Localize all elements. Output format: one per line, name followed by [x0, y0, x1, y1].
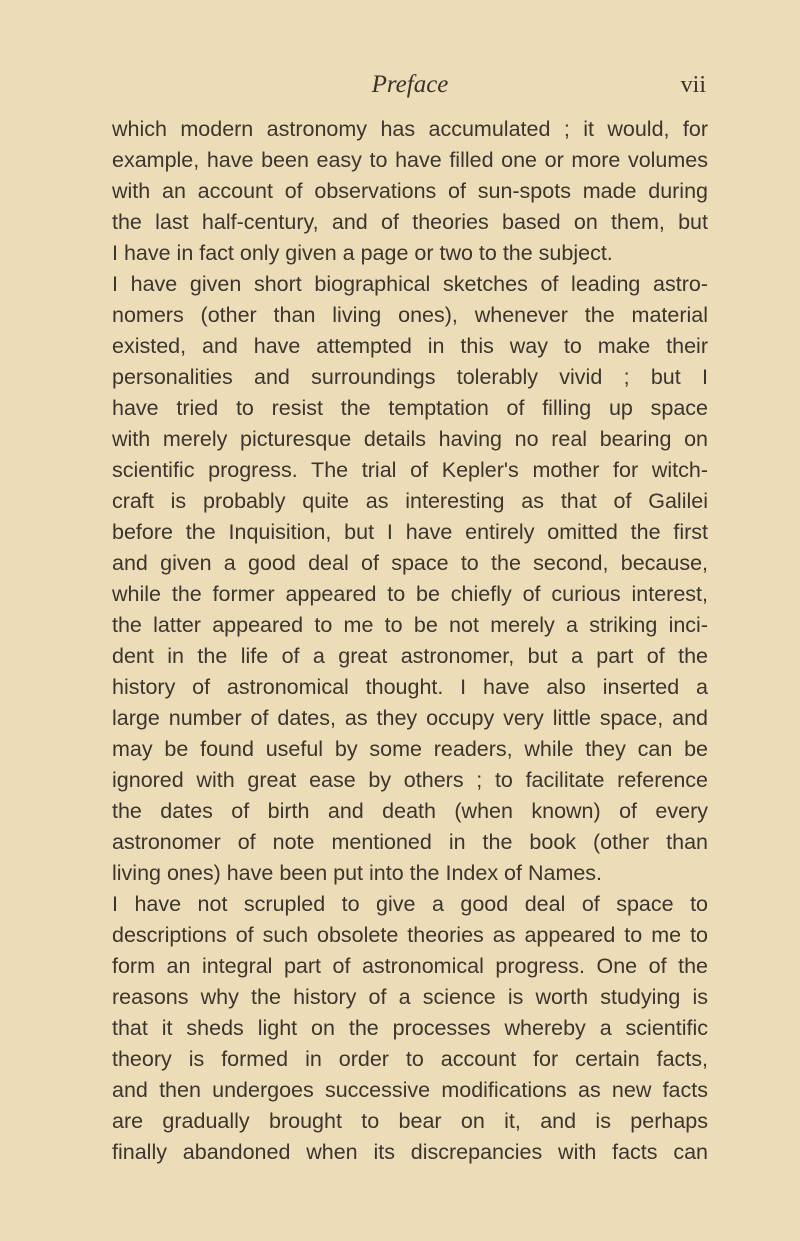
text-line: which modern astronomy has accumulated ; it would, for: [112, 117, 708, 141]
text-line: that it sheds light on the processes whereby a scientific: [112, 1016, 708, 1040]
text-line: with merely picturesque details having no real bearing on: [112, 427, 708, 451]
text-line: scientific progress. The trial of Kepler's mother for witch-: [112, 458, 708, 482]
text-line: existed, and have attempted in this way to make their: [112, 334, 708, 358]
text-line: descriptions of such obsolete theories as appeared to me to: [112, 923, 708, 947]
text-line: before the Inquisition, but I have entirely omitted the first: [112, 520, 708, 544]
body-text: [112, 114, 708, 1168]
text-line: large number of dates, as they occupy very little space, and: [112, 706, 708, 730]
text-line: living ones) have been put into the Index of Names.: [112, 861, 603, 885]
text-line: form an integral part of astronomical progress. One of the: [112, 954, 708, 978]
text-line: I have given short biographical sketches of leading astro-: [112, 272, 708, 296]
text-line: personalities and surroundings tolerably vivid ; but I: [112, 365, 708, 389]
text-line: theory is formed in order to account for certain facts,: [112, 1047, 708, 1071]
text-line: the last half-century, and of theories based on them, but: [112, 210, 708, 234]
text-line: and given a good deal of space to the second, because,: [112, 551, 708, 575]
text-line: may be found useful by some readers, while they can be: [112, 737, 708, 761]
text-line: I have in fact only given a page or two to the subject.: [112, 241, 613, 265]
text-line: nomers (other than living ones), whenever the material: [112, 303, 708, 327]
text-line: with an account of observations of sun-spots made during: [112, 179, 708, 203]
text-line: dent in the life of a great astronomer, but a part of the: [112, 644, 708, 668]
text-line: have tried to resist the temptation of filling up space: [112, 396, 708, 420]
text-line: example, have been easy to have filled one or more volumes: [112, 148, 708, 172]
text-line: history of astronomical thought. I have also inserted a: [112, 675, 708, 699]
text-line: the dates of birth and death (when known) of every: [112, 799, 708, 823]
running-title: Preface: [371, 71, 449, 98]
text-line: craft is probably quite as interesting as that of Galilei: [112, 489, 708, 513]
text-line: reasons why the history of a science is worth studying is: [112, 985, 708, 1009]
text-line: finally abandoned when its discrepancies with facts can: [112, 1140, 708, 1164]
text-line: and then undergoes successive modifications as new facts: [112, 1078, 708, 1102]
text-line: are gradually brought to bear on it, and is perhaps: [112, 1109, 708, 1133]
text-line: while the former appeared to be chiefly of curious interest,: [112, 582, 708, 606]
text-line: astronomer of note mentioned in the book (other than: [112, 830, 708, 854]
text-line: I have not scrupled to give a good deal of space to: [112, 892, 708, 916]
text-line: the latter appeared to me to be not merely a striking inci-: [112, 613, 708, 637]
page-number: vii: [680, 72, 706, 98]
text-line: ignored with great ease by others ; to facilitate reference: [112, 768, 708, 792]
page-header: [112, 70, 708, 104]
